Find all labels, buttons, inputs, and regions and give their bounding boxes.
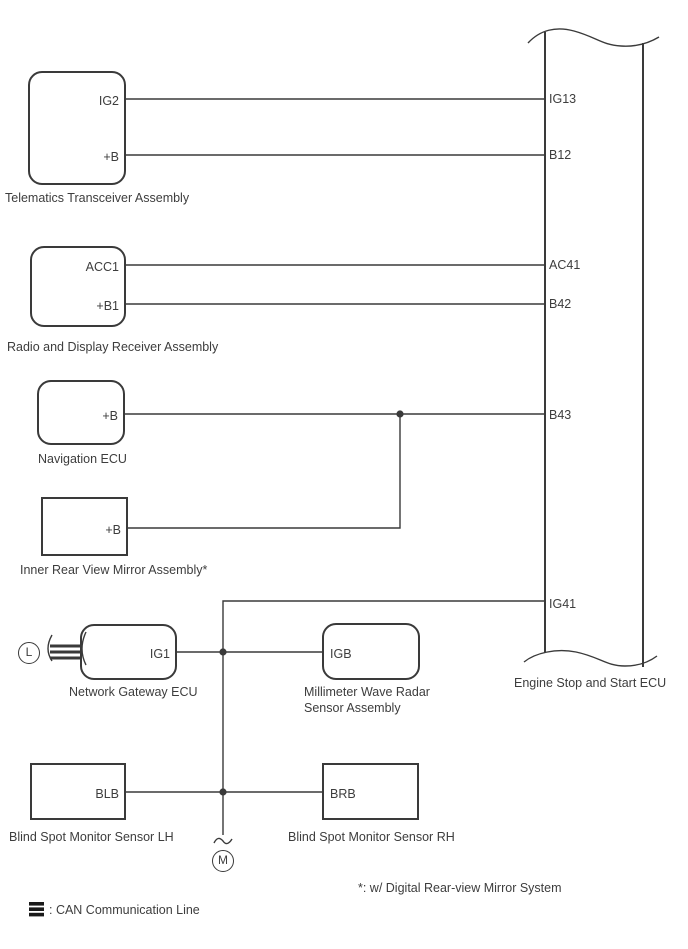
engine-stop-start-ecu-label: Engine Stop and Start ECU (514, 676, 667, 690)
legend-can-symbol (29, 902, 44, 916)
blind-spot-monitor-lh-box (30, 763, 126, 820)
pin-ig2: IG2 (98, 94, 119, 108)
bus-pin-ig13: IG13 (549, 92, 577, 106)
pin-brb: BRB (330, 787, 356, 801)
can-wires (125, 99, 545, 835)
l-connector-letter: L (25, 645, 33, 659)
junction-dots (219, 410, 403, 795)
bus-pin-ac41: AC41 (549, 258, 581, 272)
telematics-transceiver-box (28, 71, 126, 185)
navigation-ecu-box (37, 380, 125, 445)
radio-display-receiver-box (30, 246, 126, 327)
legend-bar-1 (29, 902, 44, 906)
bus-pin-ig41: IG41 (549, 597, 577, 611)
radio-display-receiver-label: Radio and Display Receiver Assembly (7, 340, 219, 354)
pin-plus-b-navigation: +B (102, 409, 118, 423)
break-arc-left (48, 635, 52, 661)
bus-pin-b43: B43 (549, 408, 572, 422)
can-bar-1 (50, 645, 81, 648)
millimeter-wave-radar-label-line1: Millimeter Wave Radar (304, 685, 430, 699)
millimeter-wave-radar-label-line2: Sensor Assembly (304, 701, 401, 715)
wire-mirror-branch (128, 414, 400, 528)
blind-spot-monitor-lh-label: Blind Spot Monitor Sensor LH (9, 830, 174, 844)
legend-bar-3 (29, 913, 44, 917)
telematics-transceiver-label: Telematics Transceiver Assembly (5, 191, 190, 205)
pin-plus-b-mirror: +B (105, 523, 121, 537)
bus-pin-b12: B12 (549, 148, 572, 162)
junction-dot-ig1 (219, 648, 226, 655)
bus-pin-b42: B42 (549, 297, 572, 311)
legend-can-line-label: : CAN Communication Line (49, 903, 200, 917)
navigation-ecu-label: Navigation ECU (38, 452, 127, 466)
legend-bar-2 (29, 907, 44, 911)
footnote-digital-mirror: *: w/ Digital Rear-view Mirror System (358, 881, 562, 895)
pin-plus-b-telematics: +B (103, 150, 119, 164)
blind-spot-monitor-rh-box (322, 763, 419, 820)
network-gateway-ecu-box (80, 624, 177, 680)
motor-symbol (212, 850, 234, 872)
millimeter-wave-radar-box (322, 623, 420, 680)
pin-plus-b1: +B1 (96, 299, 119, 313)
motor-letter: M (218, 853, 228, 867)
bus-bottom-wave (524, 651, 657, 666)
l-connector-symbol (18, 642, 40, 664)
can-bar-2 (50, 651, 81, 654)
inner-rear-view-mirror-label: Inner Rear View Mirror Assembly* (20, 563, 208, 577)
junction-dot-blb (219, 788, 226, 795)
inner-rear-view-mirror-box (41, 497, 128, 556)
pin-acc1: ACC1 (85, 260, 119, 274)
network-gateway-ecu-label: Network Gateway ECU (69, 685, 198, 699)
junction-dot-b43 (396, 410, 403, 417)
engine-ecu-bus (545, 32, 643, 667)
motor-break-tilde (214, 838, 232, 843)
bus-top-wave (528, 29, 659, 46)
pin-igb: IGB (330, 647, 352, 661)
bus-break-marks (524, 29, 659, 666)
pin-ig1: IG1 (149, 647, 170, 661)
can-bar-3 (50, 657, 81, 660)
pin-blb: BLB (95, 787, 119, 801)
blind-spot-monitor-rh-label: Blind Spot Monitor Sensor RH (288, 830, 455, 844)
